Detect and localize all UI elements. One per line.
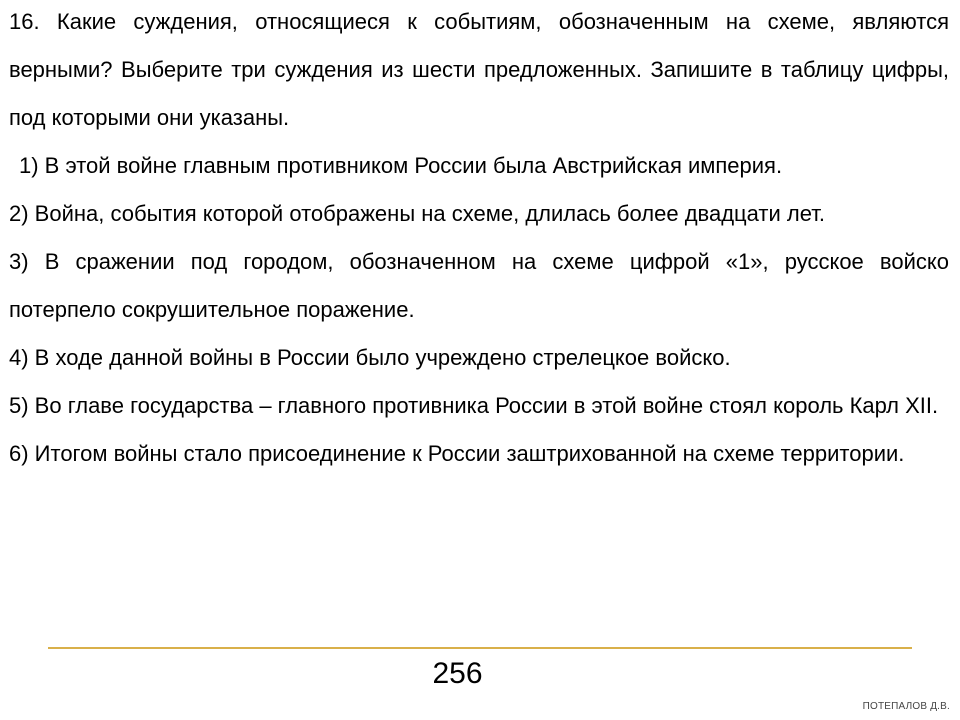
question-text: 16. Какие суждения, относящиеся к событиям, обозначенным на схеме, являются верными? Выберите три суждения из шести предложенных. Запишите в таблицу цифры, под которыми они указаны. xyxy=(9,9,949,130)
option-4: 4) В ходе данной войны в России было учреждено стрелецкое войско. xyxy=(9,345,731,370)
option-1: 1) В этой войне главным противником России была Австрийская империя. xyxy=(19,153,783,178)
option-5: 5) Во главе государства – главного противника России в этой войне стоял король Карл XII. xyxy=(9,393,939,418)
option-2: 2) Война, события которой отображены на схеме, длилась более двадцати лет. xyxy=(9,201,825,226)
option-3: 3) В сражении под городом, обозначенном на схеме цифрой «1», русское войско потерпело сокрушительное поражение. xyxy=(9,249,949,322)
question-block xyxy=(9,0,949,478)
footer-divider xyxy=(48,647,912,649)
option-6: 6) Итогом войны стало присоединение к России заштрихованной на схеме территории. xyxy=(9,441,905,466)
page-number: 256 xyxy=(432,657,483,690)
author-label: ПОТЕПАЛОВ Д.В. xyxy=(862,701,950,712)
